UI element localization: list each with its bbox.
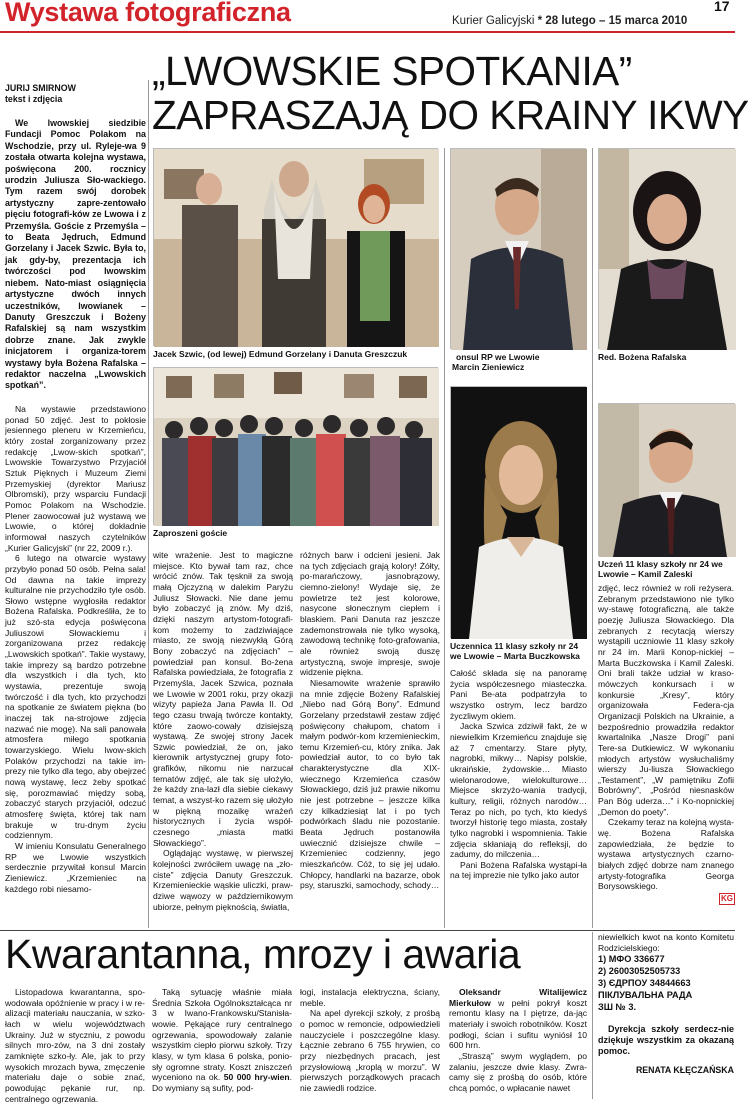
account-line: 3) ЄДРПОУ 34844663 xyxy=(598,978,691,989)
caption-photo-marta: Uczennica 11 klasy szkoły nr 24 we Lwowie – Marta Buczkowska xyxy=(450,641,580,662)
page-number: 17 xyxy=(714,0,730,14)
author-name: JURIJ SMIRNOW xyxy=(5,83,76,93)
publication-name: Kurier Galicyjski xyxy=(452,15,535,27)
paragraph: „Straszą” swym wyglądem, po zalaniu, jeszcze dwie klasy. Zwra-camy się z prośbą do osób, które chcą pomóc, o wpłacanie nawet xyxy=(449,1050,587,1093)
article-headline-line2: ZAPRASZAJĄ DO KRAINY IKWY xyxy=(152,92,749,138)
article-column-3 xyxy=(300,550,440,928)
paragraph: Całość składa się na panoramę życia współczesnego miasteczka. Pani Be-ata podpatrzyła to wszystko ostrym, lecz bardzo życzliwym okiem. xyxy=(450,668,587,721)
amount: 50 000 hry-wien xyxy=(223,1072,290,1083)
text: Taką sytuację właśnie miała Średnia Szkoła Ogólnokształcąca nr 3 w Iwano-Frankowsku/Stanisła-wowie. Pękające rury centralnego ogrzewania, spowodowały zalanie wszystkim ciepło piorwu szkoły. Trzy klasy, w tym klasa 6 polska, ponio-sły ogromne straty. Koszt zniszczeń wyceniono na ok. xyxy=(152,987,292,1083)
paragraph: wite wrażenie. Jest to magiczne miejsce. Kto bywał tam raz, chce wrócić znów. Tak tęsknił za swoją małą Ojczyzną w dalekim Paryżu Juliusz Słowacki. Nie dane jemu było zobaczyć ją znów. My dziś, dzięki naszym artystom-fotografi-kom możemy to zadziwiające miasto, ze swoją niezwykłą Górą Bony zobaczyć na zdjęciach” – powiedział pan konsul. Bo-żena Rafalska powiedziała, że fotografia z Przemyśla, Jacek Szwica, poznała we Lwowie w 2001 roku, przy okazji wizyty papieża Jana Pawła II. Od tego czasu trwają twórcze kontakty, które zaowo-cowały dzisiejszą wystawą. Ze swojej strony Jacek Szwic powiedział, że on, jako kierownik artystycznej grupy foto-grafików, nikomu nie narzucał tematów zdjęć, ale tak się ułożyło, że każdy zna-lazł dla siebie ciekawy temat, a wszyst-ko razem się ułożyło w piękną mozaikę wrażeń historycznych i życia współ-czesnego „miasta matki Słowackiego”. xyxy=(153,550,293,848)
photo-guests xyxy=(153,367,438,525)
paragraph: Pani Bożena Rafalska wystąpi-ła na tej imprezie nie tylko jako autor xyxy=(450,859,587,881)
column-rule xyxy=(148,80,149,928)
caption-photo-kamil: Uczeń 11 klasy szkoły nr 24 we Lwowie – Kamil Zaleski xyxy=(598,559,723,580)
paragraph: Jacka Szwica zdziwił fakt, że w niewielkim Krzemieńcu znajduje się aż 7 cmentarzy. Stare płyty, nagrobki, mikwy… Napisy polskie, ukraińskie, żydowskie… Miasto wielonarodowe, wielokulturowe… Miejsce skrzyżo-wania tradycji, kultury, religii, różnych narodów… Teraz po nich, po tych, kto kiedyś tworzył historię tego miasta, zostały tylko nagrobki i wspomnienia. Takie zdjęcia skłaniają do refleksji, do zadumy, do milczenia… xyxy=(450,721,587,860)
paragraph: Na apel dyrekcji szkoły, z prośbą o pomoc w remoncie, odpowiedzieli nauczyciele i poszczególne klasy. Łącznie zebrano 6 755 hrywien, co przy niezbędnych pracach, jest przysłowiową „kroplą w morzu”. W pierwszych porządkowych pracach nie zawiedli rodzice. xyxy=(300,1008,440,1093)
paragraph: Oglądając wystawę, w pierwszej kolejności zwróciłem uwagę na „zło-ciste” zdjęcia Danuty Greszczuk. Krzemienieckie wąskie uliczki, praw-dziwe wąwozy w październikowym ubiorze, pełnym pięknością, światła, xyxy=(153,848,293,912)
donor-name: Oleksandr Witalijewicz Mierkułow xyxy=(449,987,587,1008)
signature: RENATA KŁĘCZAŃSKA xyxy=(635,1065,734,1076)
article2-column-2 xyxy=(152,987,292,1097)
article-column-2 xyxy=(153,550,293,928)
photo-guests-image xyxy=(154,368,439,526)
photo-consul-image xyxy=(451,149,587,350)
text: w pełni pokrył koszt remontu klasy na I piętrze, da-jąc materiały i swoich robotników. Koszt podłogi, ścian i sufitu wyniósł 10 600 hrn. xyxy=(449,997,587,1051)
account-line: ЗШ № 3. xyxy=(598,1002,636,1013)
caption-consul-line1: onsul RP we Lwowie xyxy=(456,352,540,362)
article2-column-3 xyxy=(300,987,440,1097)
caption-photo-consul xyxy=(452,352,588,372)
paragraph: Listopadowa kwarantanna, spo-wodowała opóźnienie w pracy i w re-alizacji materiału nauczania, w szko-łach w wielu województwach Ukrainy. Już w styczniu, z powodu silnych mro-zów, na 3 dni zostały zamknięte szko-ły. Ale, jak to przy wysokich mrozach bywa, zmęczenie materiału daje o sobie znać, powodując pękanie rur, np. centralnego ogrzewania. xyxy=(5,987,145,1104)
lead-paragraph: We lwowskiej siedzibie Fundacji Pomoc Polakom na Wschodzie, przy ul. Ryleje-wa 9 została otwarta kolejna wystawa, poświęcona 200. rocznicy urodzin Juliusza Sło-wackiego. Tym razem swój dorobek artystyczny zapre-zentowało pięciu fotografi-ków ze Lwowa i z Przemyśla. Goście z Przemyśla – to Beata Jędruch, Edmund Gorzelany i Jacek Szwic. Była to, jak gdy-by, prezentacja ich twórczości pod lwowskim niebem. Nato-miast osiągnięcia artystyczne dwóch innych uczestników, lwowianek – Danuty Greszczuk i Bożeny Rafalskiej są nam wszystkim dobrze znane. Jak zwykle inicjatorem i organiza-torem wystawy była Bożena Rafalska – redaktor naczelna „Lwowskich spotkań”. xyxy=(5,118,146,391)
article-lead xyxy=(5,118,146,404)
article-headline-line1: „LWOWSKIE SPOTKANIA” xyxy=(152,48,632,94)
paragraph xyxy=(152,987,292,1094)
column-rule xyxy=(592,148,593,928)
photo-kamil-zaleski xyxy=(598,403,735,556)
issue-separator: * xyxy=(537,15,543,27)
article2-column-4 xyxy=(449,987,587,1097)
paragraph: różnych barw i odcieni jesieni. Jak na tych zdjęciach grają kolory! Żółty, po-marańczowy, jasnobrązowy, ciemno-zielony! Wydaje się, że powietrze też jest kolorowe, nasycone słonecznym ciepłem i blaskiem. Pani Danuta raz jeszcze zademonstrowała nie tylko wysoką, zawodową technikę foto-grafowania, ale również swoją duszę artystyczną, swoje impresje, swoje widzenie piękna. xyxy=(300,550,440,678)
paragraph: W imieniu Konsulatu Generalnego RP we Lwowie wszystkich serdecznie przywitał konsul Marcin Zieniewicz. „Krzemieniec na każdego robi niesamo- xyxy=(5,840,146,894)
paragraph: łogi, instalacja elektryczna, ściany, meble. xyxy=(300,987,440,1008)
article-column-1 xyxy=(5,404,146,928)
issue-info xyxy=(452,15,687,27)
caption-photo-rafalska: Red. Bożena Rafalska xyxy=(598,352,687,362)
photo-rafalska-image xyxy=(599,149,736,350)
article2-column-5 xyxy=(598,932,734,1097)
caption-consul-line2: Marcin Zieniewicz xyxy=(452,362,525,373)
paragraph: niewielkich kwot na konto Komitetu Rodzicielskiego: xyxy=(598,932,734,953)
caption-photo-guests: Zaproszeni goście xyxy=(153,528,228,538)
photo-bozena-rafalska xyxy=(598,148,735,349)
author-note: tekst i zdjęcia xyxy=(5,94,63,104)
paragraph: Niesamowite wrażenie sprawiło na mnie zdjęcie Bożeny Rafalskiej „Niebo nad Górą Bony”. Edmund Gorzelany przedstawił zestaw zdjęć poświęcony chałupom, chatom i małym podwór-kom krzemienieckim, temu Krzemień-cu, który znika. Jak powiedział autor, to co było tak charakterystyczne dla XIX-wiecznego Krzemieńca czasów Słowackiego, dziś już prawie nikomu nie jest potrzebne – jeszcze kilka czy kilkadziesiąt lat i po tych podwórkach śladu nie pozostanie. Beata Jędruch postanowiła uwiecznić dzisiejsze chwile – Krzemieniec codzienny, jego mieszkańców. Cóż, to się jej udało. Chłopcy, handlarki na bazarze, obok psy, staruszki, samochody, schody… xyxy=(300,677,440,891)
account-line: ПІКЛУВАЛЬНА РАДА xyxy=(598,990,693,1001)
author-byline xyxy=(5,83,145,105)
account-line: 2) 26003052505733 xyxy=(598,966,681,977)
text: . Do wymiany są sufity, pod- xyxy=(152,1072,292,1093)
article-column-5 xyxy=(598,583,734,903)
article2-headline: Kwarantanna, mrozy i awaria xyxy=(5,931,521,977)
column-rule xyxy=(444,148,445,928)
paragraph: Na wystawie przedstawiono ponad 50 zdjęć. Jest to pokłosie jesiennego pleneru w Krzemieńcu, który został zorganizowany przez redakcję „Lwow-skich spotkań”, Lwowskie Towarzystwo Przyjaciół Sztuk Pięknych i Muzeum Ziemi Przemyskiej (dyrektor Mariusz Olbromski), przy wsparciu Fundacji Pomoc Polakom na Wschodzie. Plener zaowocował już wystawą we Lwowie, o której dokładnie informował naszych czytelników „Kurier Galicyjski” (nr 22, 2009 r.). xyxy=(5,404,146,553)
end-mark-kg: KG xyxy=(721,894,733,903)
photo-three-artists-image xyxy=(154,149,439,347)
column-rule xyxy=(592,932,593,1099)
paragraph: 6 lutego na otwarcie wystawy przybyło ponad 50 osób. Pełna sala! Od dawna na takie imprezy kulturalne nie przychodziło tyle osób. Słowo wstępne wygłosiła redaktor Bożena Rafalska. Podkreśliła, że to już szó-sta edycja poświęcona Juliuszowi Słowackiemu i zorganizowana przez redakcję „Lwowskich spotkań”. Takie wystawy, takie imprezy są bardzo potrzebne dla wszystkich i dla tych, kto wystawia, prezentuje swoją twórczość i dla tych, kto przychodzi na spotkanie ze światem piękna (bo inaczej tak na-strojowe zdjęcia nazwać nie mogę). Na sali panowała atmosfera miłego spotkania towarzyskiego. Wielu lwow-skich Polaków przychodzi na takie im-prezy nie tylko dla tego, aby obejrzeć nową wystawę, lecz żeby spotkać się, porozmawiać między sobą, zobaczyć starych przyjaciół, odczuć atmosferę święta, której tak nam brakuje w tru-dnym życiu codziennym. xyxy=(5,553,146,841)
caption-photo-three-artists: Jacek Szwic, (od lewej) Edmund Gorzelany i Danuta Greszczuk xyxy=(153,349,408,359)
header-rule xyxy=(0,31,735,33)
section-title: Wystawa fotograficzna xyxy=(5,0,291,27)
account-line: 1) МФО 336677 xyxy=(598,954,665,965)
photo-kamil-image xyxy=(599,404,736,557)
photo-three-artists xyxy=(153,148,438,346)
photo-consul xyxy=(450,148,586,349)
article2-column-1 xyxy=(5,987,145,1104)
photo-marta-buczkowska xyxy=(450,386,586,638)
issue-date: 28 lutego – 15 marca 2010 xyxy=(545,15,688,27)
photo-marta-image xyxy=(451,387,587,639)
paragraph: Czekamy teraz na kolejną wysta-wę. Bożena Rafalska zapowiedziała, że będzie to wystawa artystycznych czarno-białych zdjęć dobrze nam znanego artysty-fotografika Georga Borysowskiego. xyxy=(598,817,734,892)
paragraph xyxy=(449,987,587,1051)
paragraph: zdjęć, lecz również w roli reżysera. Zebranym przedstawiono nie tylko wy-stawę fotograficzną, ale także poezję Juliusza Słowackiego. Dla zebranych z recytacją wierszy wystąpili uczniowie 11 klasy szkoły nr 24 im. Marii Konop-nickiej – Marta Buczkowska i Kamil Zaleski. Oni brali także udział w kraso-mówczych konkursach i w konkursie „Kresy”, który organizowała Federa-cja Organizacji Polskich na Ukrainie, a bezpośrednio prowadziła redaktor kwartalnika „Nasze Drogi” pani Tere-sa Dutkiewicz. W wykonaniu młodych artystów wysłuchaliśmy wierszy Ju-liusza Słowackiego „Testament”, „W pamiętniku Zofii Bobrówny”, „Pośród niesnasków Pan Bóg uderza…” i Ko-nopnickiej „Demon do poety”. xyxy=(598,583,734,817)
thanks-paragraph: Dyrekcja szkoły serdecz-nie dziękuje wszystkim za okazaną pomoc. xyxy=(598,1024,734,1057)
article-column-4 xyxy=(450,668,587,928)
account-list xyxy=(598,953,734,1013)
